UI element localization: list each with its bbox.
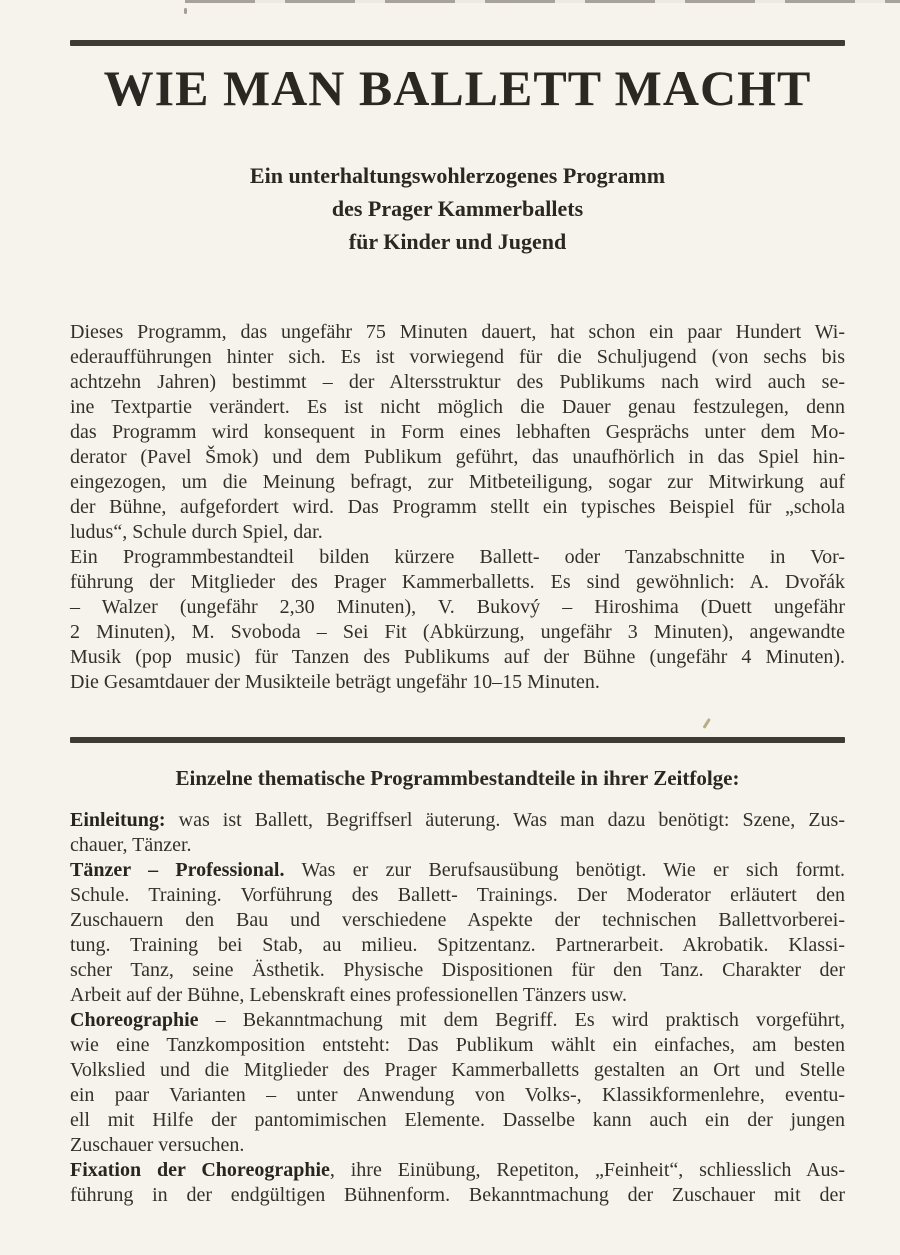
text-line: achtzehn Jahren) bestimmt – der Altersstruktur des Publikums nach wird auch se- <box>70 370 845 393</box>
text-line: eingezogen, um die Meinung befragt, zur Mitbeteiligung, sogar zur Mitwirkung auf <box>70 470 845 493</box>
bold-lead: Einleitung: <box>70 808 166 831</box>
text-line: führung der Mitglieder des Prager Kammerballetts. Es sind gewöhnlich: A. Dvořák <box>70 570 845 593</box>
text-line: Die Gesamtdauer der Musikteile beträgt ungefähr 10–15 Minuten. <box>70 670 600 693</box>
subtitle-line: Ein unterhaltungswohlerzogenes Programm <box>249 162 666 188</box>
subtitle-line: des Prager Kammerballets <box>331 195 584 221</box>
document-title: WIE MAN BALLETT MACHT <box>103 60 812 116</box>
text-line: Schule. Training. Vorführung des Ballett- Trainings. Der Moderator erläutert den <box>70 883 845 906</box>
text-line: Musik (pop music) für Tanzen des Publikums auf der Bühne (ungefähr 4 Minuten). <box>70 645 845 668</box>
text-line: ludus“, Schule durch Spiel, dar. <box>70 520 323 543</box>
text-line: ein paar Varianten – unter Anwendung von Volks-, Klassikformenlehre, eventu- <box>70 1083 845 1106</box>
text-line: Arbeit auf der Bühne, Lebenskraft eines professionellen Tänzers usw. <box>70 983 628 1006</box>
text-line: ederaufführungen hinter sich. Es ist vorwiegend für die Schuljugend (von sechs bis <box>70 345 845 368</box>
horizontal-rule-middle <box>70 737 845 743</box>
text-line: derator (Pavel Šmok) und dem Publikum geführt, das unaufhörlich in das Spiel hin- <box>70 445 845 468</box>
text-line: Zuschauern den Bau und verschiedene Aspekte der technischen Ballettvorberei- <box>70 908 845 931</box>
bold-lead: Choreographie <box>70 1008 199 1031</box>
program-item <box>70 858 845 1008</box>
horizontal-rule-top <box>70 40 845 46</box>
text-line: Ein Programmbestandteil bilden kürzere Ballett- oder Tanzabschnitte in Vor- <box>70 545 845 568</box>
scan-artifact-speck <box>184 8 187 14</box>
text-line: ell mit Hilfe der pantomimischen Elemente. Dasselbe kann auch ein der jungen <box>70 1108 845 1131</box>
text-line: Volkslied und die Mitglieder des Prager Kammerballetts gestalten an Ort und Stelle <box>70 1058 845 1081</box>
text-line: Choreographie – Bekanntmachung mit dem Begriff. Es wird praktisch vorgeführt, <box>70 1008 845 1031</box>
text-line: das Programm wird konsequent in Form eines lebhaften Gesprächs unter dem Mo- <box>70 420 845 443</box>
text-line: ine Textpartie verändert. Es ist nicht möglich die Dauer genau festzulegen, denn <box>70 395 845 418</box>
paragraph <box>70 320 845 545</box>
paragraph <box>70 545 845 695</box>
text-line: 2 Minuten), M. Svoboda – Sei Fit (Abkürzung, ungefähr 3 Minuten), angewandte <box>70 620 845 643</box>
text-line: Tänzer – Professional. Was er zur Berufsausübung benötigt. Wie er sich formt. <box>70 858 846 881</box>
intro-paragraphs <box>70 320 845 695</box>
text-line: Zuschauer versuchen. <box>70 1133 245 1156</box>
section-heading: Einzelne thematische Programmbestandteile in ihrer Zeitfolge: <box>175 765 740 790</box>
text-line: wie eine Tanzkomposition entsteht: Das Publikum wählt ein einfaches, am besten <box>70 1033 845 1056</box>
subtitle-line: für Kinder und Jugend <box>348 228 567 254</box>
program-item <box>70 1008 845 1158</box>
program-item <box>70 808 845 858</box>
text-line: Dieses Programm, das ungefähr 75 Minuten dauert, hat schon ein paar Hundert Wi- <box>70 320 845 343</box>
text-line: führung in der endgültigen Bühnenform. Bekanntmachung der Zuschauer mit der <box>70 1183 845 1206</box>
program-item <box>70 1158 845 1208</box>
text-line: Fixation der Choreographie, ihre Einübung, Repetiton, „Feinheit“, schliesslich Aus- <box>70 1158 845 1181</box>
scan-artifact-top-edge <box>185 0 900 3</box>
text-line: tung. Training bei Stab, au milieu. Spitzentanz. Partnerarbeit. Akrobatik. Klassi- <box>70 933 845 956</box>
program-items <box>70 808 845 1208</box>
text-line: chauer, Tänzer. <box>70 833 192 856</box>
text-line: Einleitung: was ist Ballett, Begriffserl äuterung. Was man dazu benötigt: Szene, Zus- <box>70 808 845 831</box>
text-line: der Bühne, aufgefordert wird. Das Programm stellt ein typisches Beispiel für „schola <box>70 495 845 518</box>
text-line: scher Tanz, seine Ästhetik. Physische Dispositionen für den Tanz. Charakter der <box>70 958 845 981</box>
bold-lead: Fixation der Choreographie <box>70 1158 330 1181</box>
bold-lead: Tänzer – Professional. <box>70 858 285 881</box>
text-line: – Walzer (ungefähr 2,30 Minuten), V. Bukový – Hiroshima (Duett ungefähr <box>70 595 845 618</box>
document-subtitle <box>70 159 845 258</box>
